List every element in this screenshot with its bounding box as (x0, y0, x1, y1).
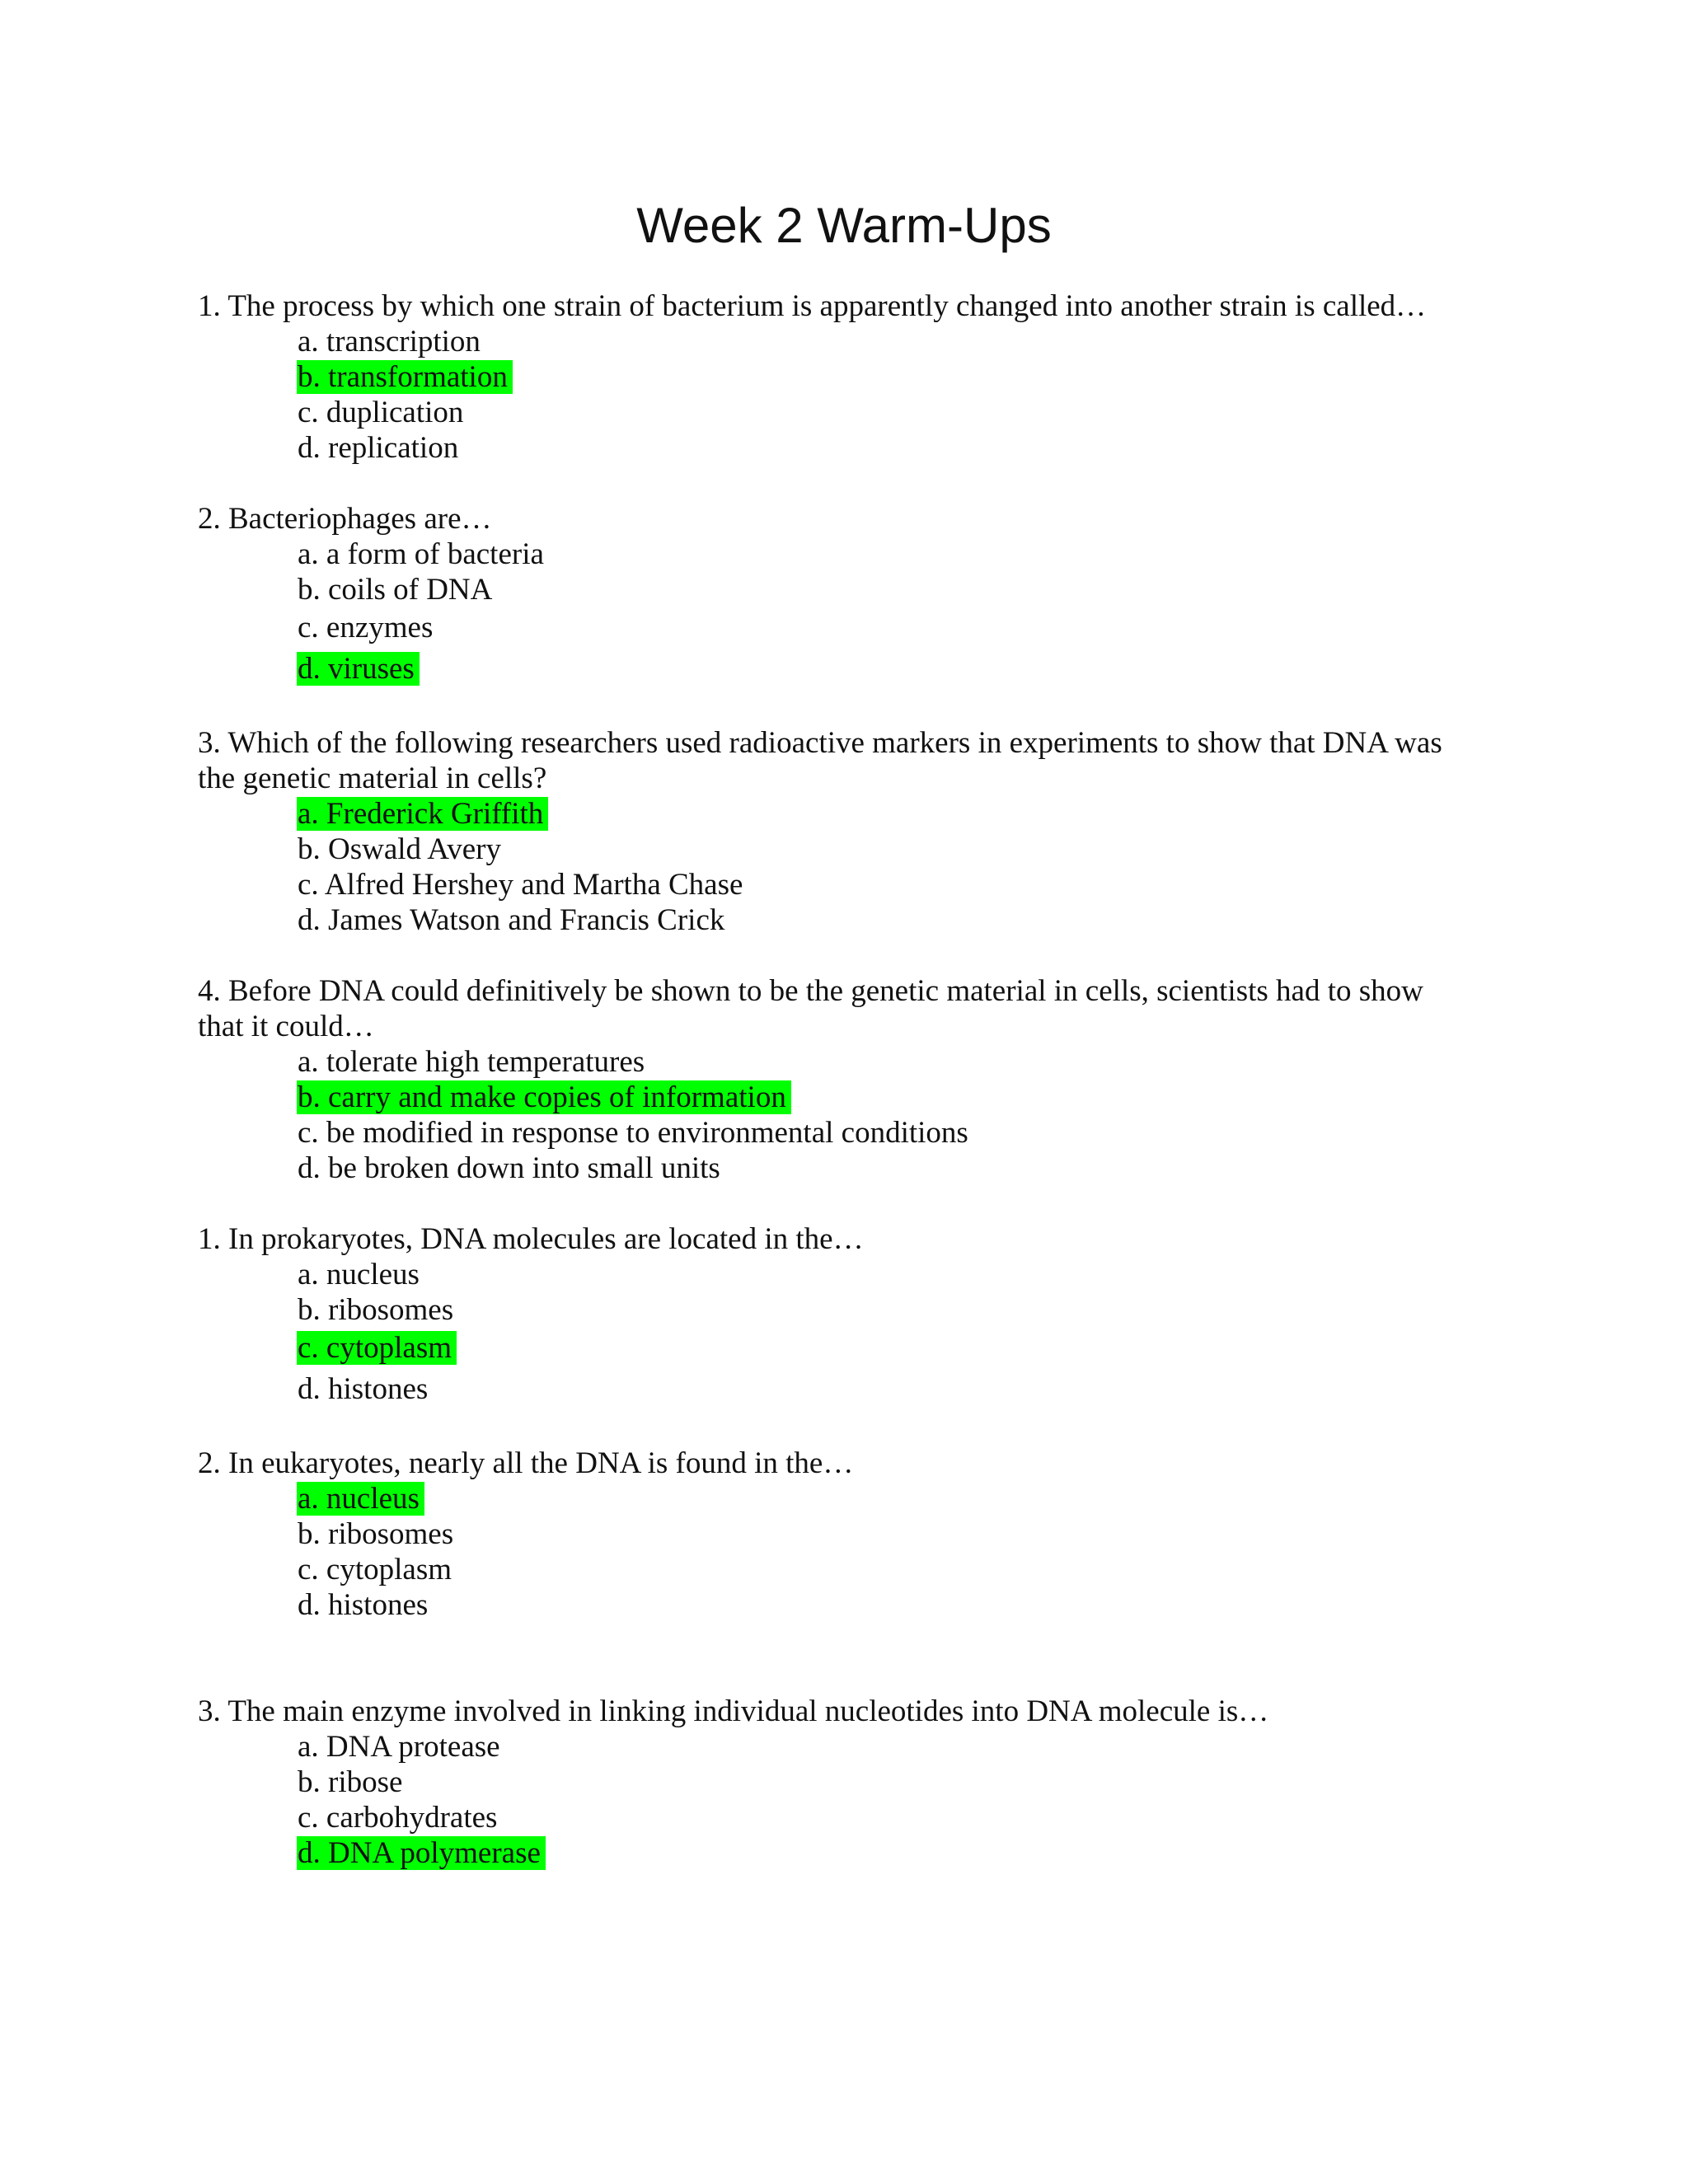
answer-options (198, 1481, 1467, 1623)
question-list (198, 288, 1467, 1906)
correct-answer-highlight: c. cytoplasm (297, 1331, 457, 1365)
answer-options (198, 1044, 1467, 1186)
answer-option: a. a form of bacteria (298, 537, 544, 571)
question-3 (198, 725, 1467, 938)
page-title: Week 2 Warm-Ups (636, 198, 1052, 253)
answer-option: b. Oswald Avery (298, 832, 501, 866)
question-6 (198, 1446, 1467, 1623)
answer-option: c. carbohydrates (298, 1801, 498, 1835)
answer-option: b. ribose (298, 1765, 403, 1799)
answer-option: d. James Watson and Francis Crick (298, 903, 725, 937)
answer-option: d. histones (298, 1372, 429, 1406)
answer-option-correct (297, 1080, 1467, 1115)
answer-option: a. nucleus (298, 1258, 420, 1291)
answer-option: b. ribosomes (298, 1517, 454, 1551)
answer-option: c. be modified in response to environmental conditions (298, 1116, 968, 1150)
correct-answer-highlight: d. viruses (297, 652, 420, 686)
answer-option-correct (297, 1481, 1467, 1516)
correct-answer-highlight: b. transformation (297, 360, 513, 394)
correct-answer-highlight: a. nucleus (297, 1482, 424, 1516)
question-stem: 4. Before DNA could definitively be shown to be the genetic material in cells, scientists had to show that it could… (198, 974, 1423, 1043)
answer-option: c. Alfred Hershey and Martha Chase (298, 868, 743, 902)
answer-option: a. DNA protease (298, 1730, 500, 1764)
question-stem: 2. In eukaryotes, nearly all the DNA is found in the… (198, 1446, 854, 1480)
answer-option: b. ribosomes (298, 1293, 454, 1327)
answer-option: c. enzymes (298, 611, 434, 644)
question-4 (198, 973, 1467, 1186)
answer-options (198, 537, 1467, 690)
correct-answer-highlight: a. Frederick Griffith (297, 797, 548, 831)
question-stem: 2. Bacteriophages are… (198, 502, 492, 536)
question-stem: 1. In prokaryotes, DNA molecules are located in the… (198, 1222, 864, 1256)
answer-option-correct (297, 1835, 1467, 1871)
answer-option-correct (297, 649, 1467, 690)
question-stem: 3. Which of the following researchers used radioactive markers in experiments to show that DNA was the genetic material in cells? (198, 726, 1442, 795)
answer-options (198, 1257, 1467, 1410)
answer-options (198, 324, 1467, 466)
answer-option: d. replication (298, 431, 459, 465)
answer-option-correct (297, 1328, 1467, 1369)
answer-option: c. cytoplasm (298, 1553, 452, 1586)
answer-option: d. be broken down into small units (298, 1151, 720, 1185)
correct-answer-highlight: b. carry and make copies of information (297, 1080, 791, 1114)
answer-option: a. transcription (298, 325, 481, 359)
question-2 (198, 501, 1467, 690)
question-stem: 3. The main enzyme involved in linking individual nucleotides into DNA molecule is… (198, 1694, 1269, 1728)
answer-option: b. coils of DNA (298, 573, 493, 607)
question-stem: 1. The process by which one strain of bacterium is apparently changed into another strain is called… (198, 289, 1427, 323)
answer-options (198, 1729, 1467, 1871)
question-5 (198, 1221, 1467, 1410)
answer-option-correct (297, 359, 1467, 395)
question-7 (198, 1694, 1467, 1871)
answer-option: c. duplication (298, 396, 464, 429)
answer-option: a. tolerate high temperatures (298, 1045, 645, 1079)
question-1 (198, 288, 1467, 466)
answer-option: d. histones (298, 1588, 429, 1622)
answer-options (198, 796, 1467, 938)
correct-answer-highlight: d. DNA polymerase (297, 1836, 546, 1870)
answer-option-correct (297, 796, 1467, 832)
